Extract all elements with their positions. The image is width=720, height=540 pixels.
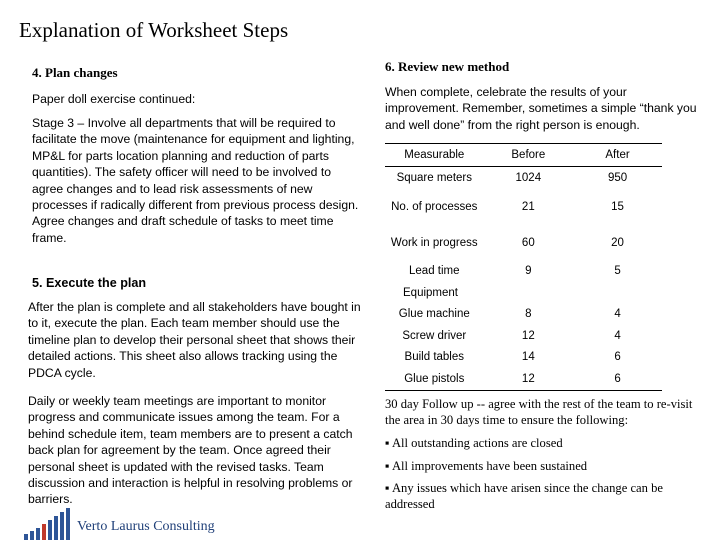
table-row <box>385 189 662 225</box>
bullet-text: All improvements have been sustained <box>391 459 588 473</box>
table-cell: 4 <box>614 329 621 342</box>
table-cell: 6 <box>614 372 621 385</box>
results-table <box>385 143 662 391</box>
table-cell: Square meters <box>396 171 472 184</box>
section-5-heading: 5. Execute the plan <box>32 276 147 290</box>
table-header-row <box>385 144 662 167</box>
section-4-body: Stage 3 – Involve all departments that will be required to facilitate the move (maintenance for equipment and lighting, MP&L for parts location planning and reduction of parts quantities). The safety officer will need to be involved to agree changes and to lead risk assessments of new processes if radically different from previous process design. Agree changes and draft schedule of tasks to meet time frame. <box>32 116 359 245</box>
bullet-icon: ▪ <box>385 459 390 473</box>
table-header-measurable: Measurable <box>385 144 484 167</box>
table-row <box>385 261 662 283</box>
section-6-body: When complete, celebrate the results of your improvement. Remember, sometimes a simple “thank you and well done” from the right person is enough. <box>385 85 697 132</box>
table-cell: 60 <box>521 236 535 249</box>
followup-text: 30 day Follow up -- agree with the rest of the team to re-visit the area in 30 days time to ensure the following: <box>385 397 693 428</box>
table-cell: Work in progress <box>390 236 478 249</box>
bullet-text: All outstanding actions are closed <box>391 436 563 450</box>
table-cell: 12 <box>521 329 535 342</box>
table-row <box>385 368 662 390</box>
section-5-body-2: Daily or weekly team meetings are important to monitor progress and communicate issues among the team. For a behind schedule item, team members are to present a catch back plan for agreement by the team. Once agreed their personal sheet is updated with the revised tasks. Team discussion and interaction is helpful in resolving problems or barriers. <box>28 394 353 507</box>
bullet-item <box>385 480 707 513</box>
page-title: Explanation of Worksheet Steps <box>19 18 289 42</box>
bullet-item <box>385 458 707 474</box>
table-cell: 8 <box>525 308 532 321</box>
table-cell: 15 <box>611 200 624 213</box>
table-row <box>385 304 662 326</box>
bar-logo-icon <box>22 508 72 540</box>
table-cell: Glue machine <box>398 308 470 321</box>
table-cell: 9 <box>525 265 532 278</box>
equipment-label: Equipment <box>403 286 458 299</box>
table-cell: Lead time <box>409 265 460 278</box>
bullet-icon: ▪ <box>385 481 390 495</box>
section-6-heading: 6. Review new method <box>385 59 510 74</box>
bullet-text: Any issues which have arisen since the change can be addressed <box>385 481 663 512</box>
section-4-heading: 4. Plan changes <box>32 65 118 80</box>
table-row <box>385 225 662 261</box>
bullet-icon: ▪ <box>385 436 390 450</box>
bullet-item <box>385 435 707 451</box>
table-cell: Build tables <box>404 351 465 364</box>
table-cell: 21 <box>521 200 535 213</box>
table-cell: 14 <box>521 351 535 364</box>
table-cell: 20 <box>611 236 624 249</box>
table-cell: No. of processes <box>391 200 478 213</box>
table-cell: 4 <box>614 308 621 321</box>
table-section-row <box>385 282 662 304</box>
company-name: Verto Laurus Consulting <box>77 519 215 534</box>
table-row <box>385 167 662 189</box>
table-cell: Screw driver <box>402 329 467 342</box>
table-cell: 950 <box>607 171 628 184</box>
table-header-before: Before <box>484 144 574 167</box>
table-row <box>385 347 662 369</box>
table-cell: 6 <box>614 351 621 364</box>
section-4-intro: Paper doll exercise continued: <box>32 92 196 106</box>
table-cell: 1024 <box>515 171 542 184</box>
table-row <box>385 325 662 347</box>
table-cell: 5 <box>614 265 621 278</box>
table-cell: 12 <box>521 372 535 385</box>
section-5-body-1: After the plan is complete and all stakeholders have bought in to it, execute the plan. Each team member should use the timeline plan to develop their personal sheet that shows their detailed actions. This sheet also allows tracking using the PDCA cycle. <box>28 300 361 380</box>
table-header-after: After <box>573 144 662 167</box>
table-cell: Glue pistols <box>404 372 465 385</box>
